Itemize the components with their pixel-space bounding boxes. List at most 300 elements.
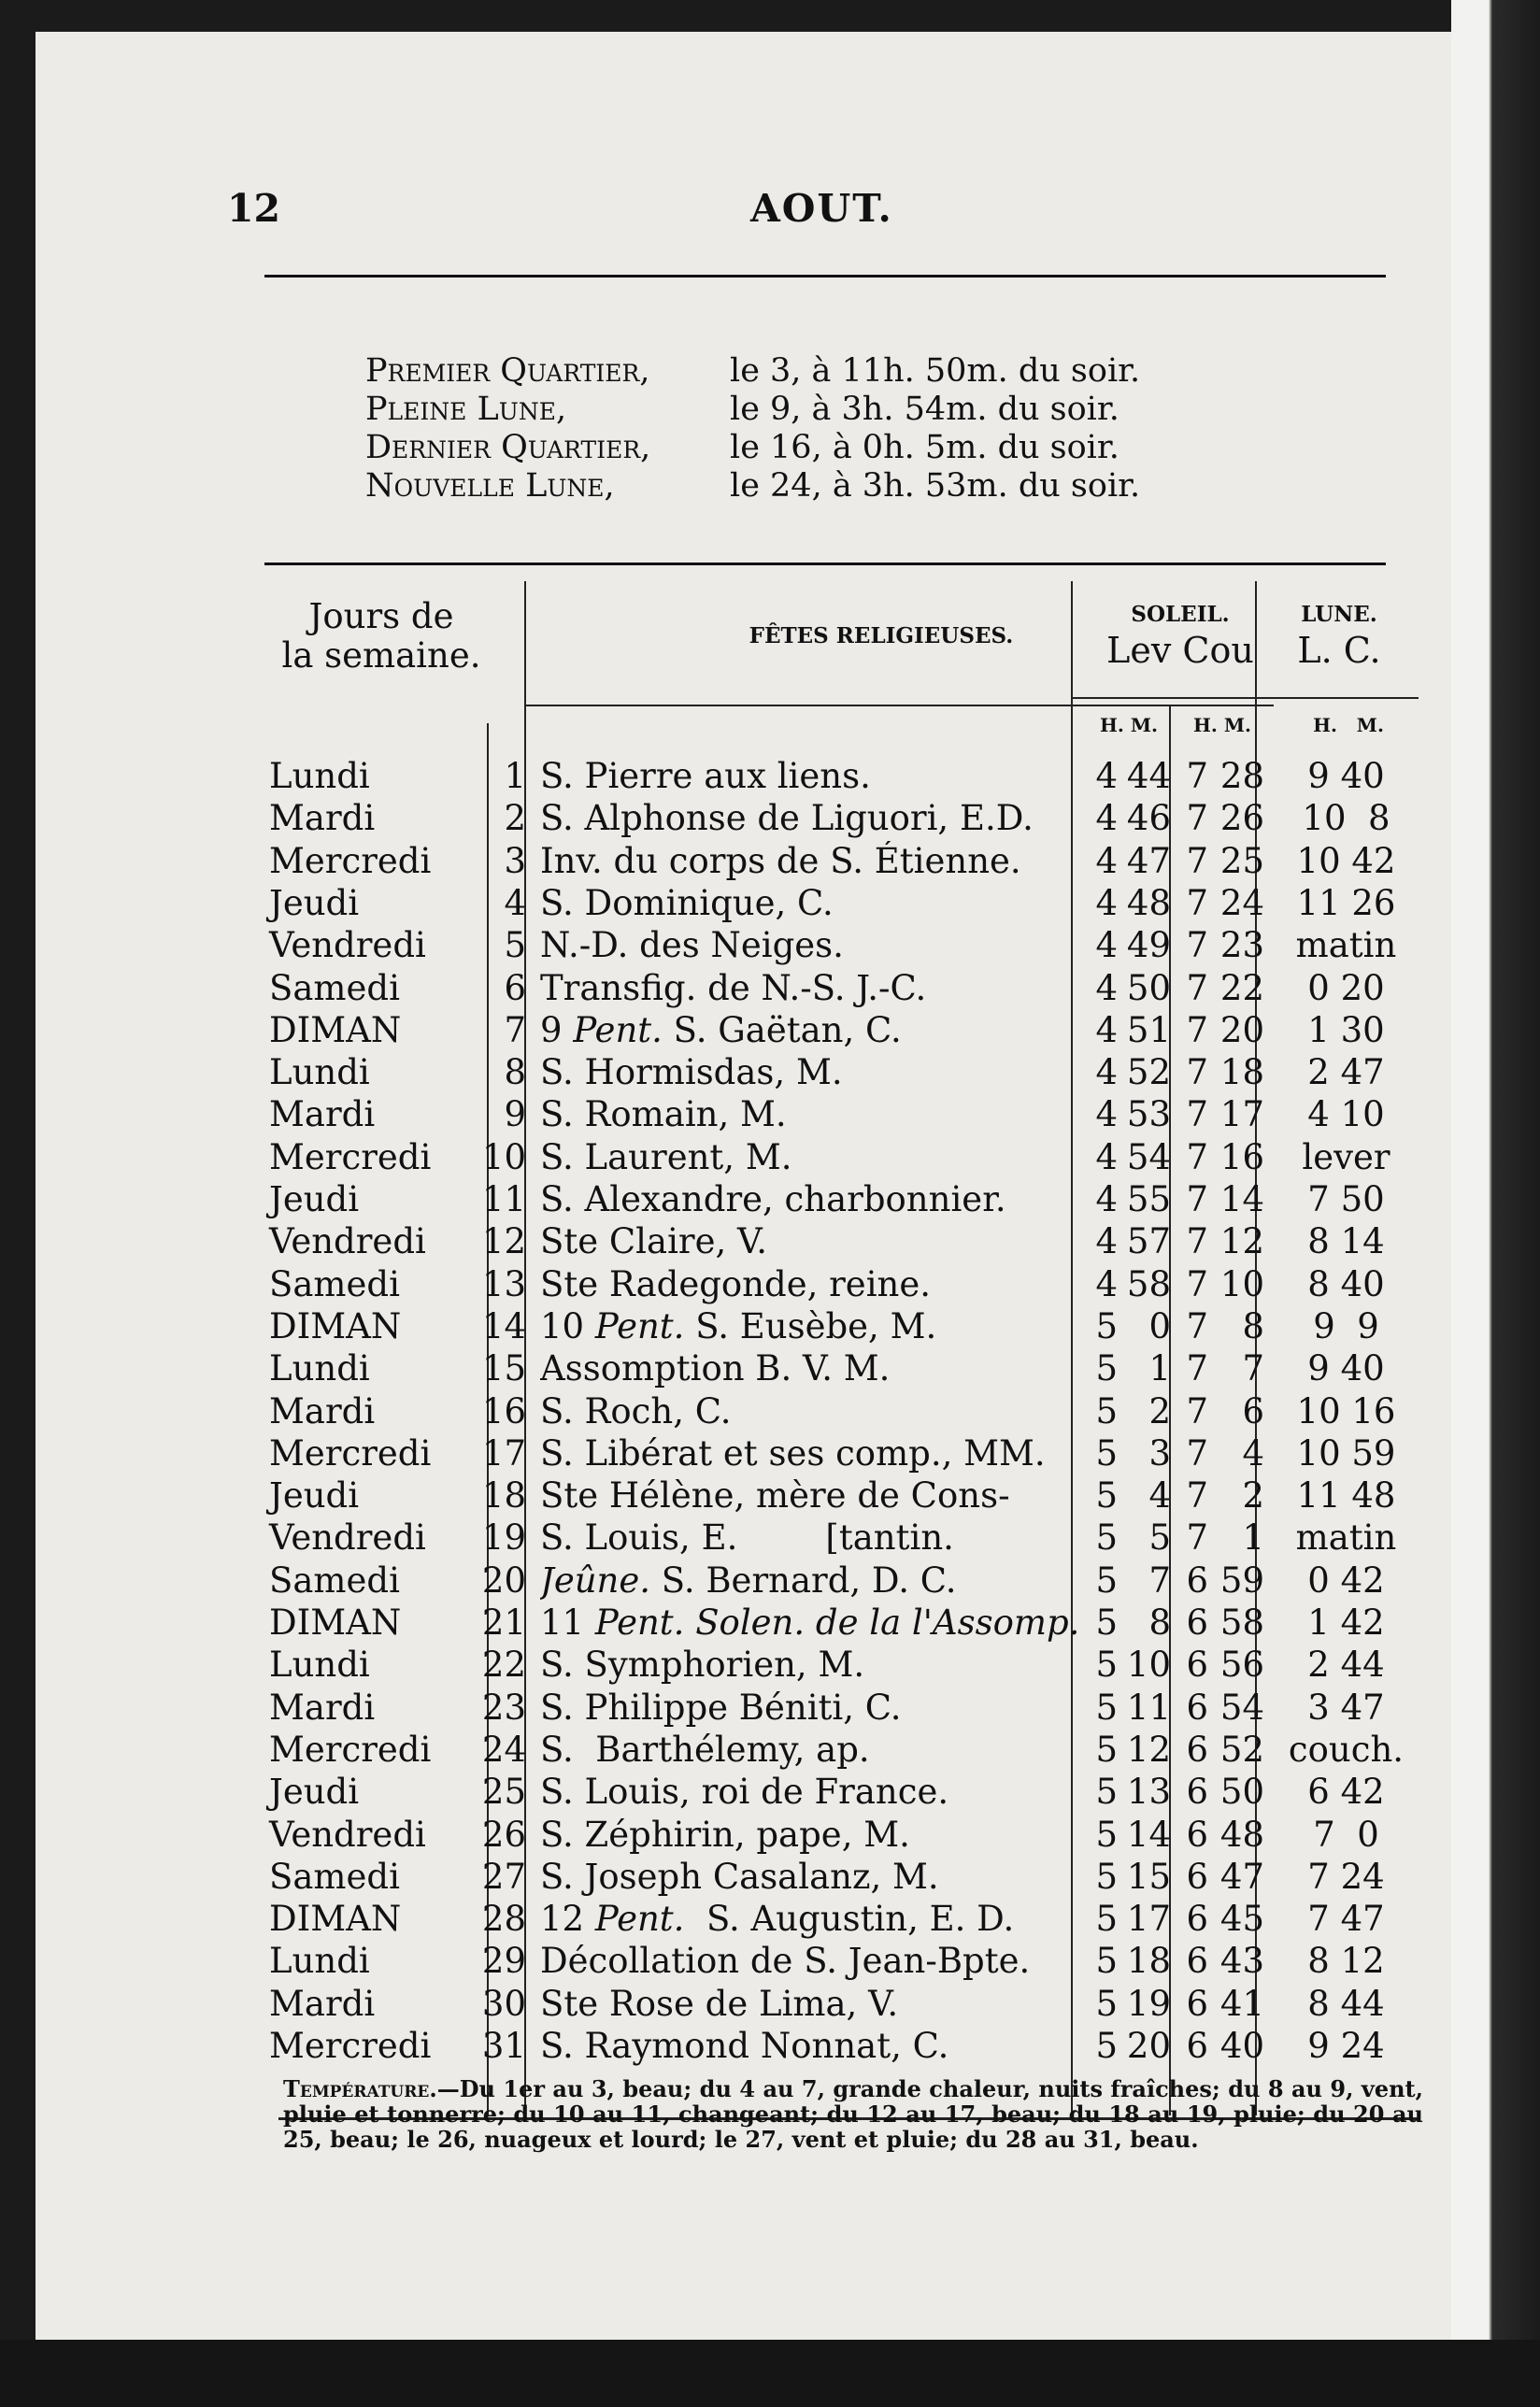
- moon-phase-line: [365, 352, 1140, 391]
- day-number: 21: [481, 1602, 526, 1643]
- sunrise-hour: 4: [1095, 925, 1118, 966]
- day-number: 10: [481, 1136, 526, 1177]
- sunset-hour: 6: [1186, 1941, 1208, 1982]
- sunday-after-pentecost-number: 11: [540, 1602, 595, 1643]
- calendar-row: [269, 1179, 1400, 1221]
- sunrise-minute: 53: [1126, 1094, 1171, 1135]
- feast-text: S. Dominique, C.: [540, 882, 834, 923]
- sunrise-minute: 2: [1148, 1390, 1171, 1431]
- sunrise-hour: 5: [1095, 1602, 1118, 1643]
- calendar-row: [269, 1815, 1400, 1857]
- feast-text: S. Gaëtan, C.: [662, 1009, 902, 1050]
- feast-text: S. Libérat et ses comp., MM.: [540, 1432, 1046, 1474]
- weekday: Lundi: [269, 1941, 370, 1982]
- weekday: Samedi: [269, 1560, 400, 1601]
- sunset-hour: 6: [1186, 1729, 1208, 1770]
- moon-phase-detail: le 3, à 11h. 50m. du soir.: [730, 352, 1141, 390]
- sunset-minute: 20: [1219, 1009, 1264, 1050]
- sunset-minute: 58: [1219, 1602, 1264, 1643]
- feast-text: Assomption B. V. M.: [540, 1348, 891, 1389]
- calendar-row: [269, 1433, 1400, 1475]
- weekday: Mercredi: [269, 2026, 432, 2066]
- feast-text: Ste Claire, V.: [540, 1221, 768, 1262]
- sun-subheader: Lev Cou: [1106, 630, 1254, 671]
- moon-time: 10 16: [1296, 1390, 1396, 1431]
- sunrise-hour: 4: [1095, 756, 1118, 796]
- calendar-row: [269, 1517, 1400, 1560]
- moon-phase-line: [365, 429, 1140, 467]
- feast-text: S. Symphorien, M.: [540, 1645, 865, 1686]
- sunrise-hour: 4: [1095, 1221, 1118, 1262]
- weekday: Samedi: [269, 1856, 400, 1897]
- moon-phases: [365, 352, 1140, 506]
- sunrise-hour: 5: [1095, 1687, 1118, 1728]
- sunset-hour: 7: [1186, 1305, 1208, 1346]
- day-number: 3: [504, 840, 526, 881]
- weekday: DIMAN: [269, 1602, 402, 1643]
- sunset-hour: 7: [1186, 1517, 1208, 1559]
- sunset-hour: 6: [1186, 1560, 1208, 1601]
- day-number: 20: [481, 1560, 526, 1601]
- moon-time: 4 10: [1307, 1094, 1385, 1135]
- sunset-hour: 7: [1186, 1136, 1208, 1177]
- weekday: Mercredi: [269, 1432, 432, 1474]
- day-number: 13: [481, 1263, 526, 1304]
- day-number: 25: [481, 1772, 526, 1813]
- sunset-hour: 7: [1186, 1094, 1208, 1135]
- sunrise-hour: 5: [1095, 1560, 1118, 1601]
- moon-units: H. M.: [1313, 714, 1384, 736]
- weekday: Vendredi: [269, 1517, 426, 1559]
- calendar-row: [269, 1010, 1400, 1052]
- weekday: DIMAN: [269, 1009, 402, 1050]
- weekday: Mardi: [269, 798, 376, 839]
- calendar-row: [269, 1475, 1400, 1517]
- sunrise-minute: 55: [1126, 1179, 1171, 1219]
- moon-time: 10 8: [1302, 798, 1390, 839]
- moon-time: matin: [1295, 925, 1397, 966]
- moon-time: 7 50: [1307, 1179, 1385, 1219]
- moon-phase-detail: le 24, à 3h. 53m. du soir.: [730, 467, 1141, 505]
- day-number: 19: [481, 1517, 526, 1559]
- scan-bottom-border: [0, 2340, 1540, 2407]
- moon-phase-name: Premier Quartier,: [365, 352, 650, 390]
- feast-text: S. Pierre aux liens.: [540, 756, 871, 796]
- day-number: 27: [481, 1856, 526, 1897]
- calendar-row: [269, 1052, 1400, 1094]
- sunset-minute: 16: [1219, 1136, 1264, 1177]
- sunset-minute: 26: [1219, 798, 1264, 839]
- moon-time: 0 20: [1307, 967, 1385, 1008]
- feast-text: S. Augustin, E. D.: [684, 1899, 1015, 1940]
- moon-time: 9 9: [1313, 1305, 1379, 1346]
- weekday: Lundi: [269, 1348, 370, 1389]
- sunday-after-pentecost-number: 10: [540, 1305, 595, 1346]
- sunrise-minute: 44: [1126, 756, 1171, 796]
- moon-time: couch.: [1288, 1729, 1405, 1770]
- day-number: 1: [504, 756, 526, 796]
- sunrise-hour: 4: [1095, 882, 1118, 923]
- weekday: Jeudi: [269, 882, 360, 923]
- feast-text: S. Joseph Casalanz, M.: [540, 1856, 939, 1897]
- sunrise-hour: 4: [1095, 1263, 1118, 1304]
- sunrise-hour: 4: [1095, 798, 1118, 839]
- sunset-hour: 7: [1186, 1432, 1208, 1474]
- moon-phase-detail: le 9, à 3h. 54m. du soir.: [730, 391, 1119, 428]
- sunrise-minute: 11: [1126, 1687, 1171, 1728]
- day-number: 23: [481, 1687, 526, 1728]
- sunset-minute: 47: [1219, 1856, 1264, 1897]
- sunrise-hour: 5: [1095, 1899, 1118, 1940]
- sunset-minute: 12: [1219, 1221, 1264, 1262]
- calendar-row: [269, 756, 1400, 798]
- sunrise-minute: 0: [1148, 1305, 1171, 1346]
- month-title: AOUT.: [750, 186, 893, 231]
- day-number: 30: [481, 1983, 526, 2024]
- moon-time: 1 42: [1307, 1602, 1385, 1643]
- sunrise-units: H. M.: [1100, 714, 1158, 736]
- weekday: Vendredi: [269, 925, 426, 966]
- day-number: 16: [481, 1390, 526, 1431]
- adjacent-page-edge: [1451, 0, 1540, 2407]
- sunset-hour: 7: [1186, 967, 1208, 1008]
- sunday-after-pentecost-number: 12: [540, 1899, 595, 1940]
- feast-text: Inv. du corps de S. Étienne.: [540, 840, 1021, 881]
- sunrise-hour: 4: [1095, 1009, 1118, 1050]
- sunrise-minute: 14: [1126, 1814, 1171, 1855]
- moon-time: 9 40: [1307, 1348, 1385, 1389]
- feast-text: Transfig. de N.-S. J.-C.: [540, 967, 927, 1008]
- sunday-after-pentecost-number: 9: [540, 1009, 574, 1050]
- sunrise-hour: 5: [1095, 1390, 1118, 1431]
- sunset-hour: 7: [1186, 1475, 1208, 1517]
- moon-time: 7 47: [1307, 1899, 1385, 1940]
- feast-italic: Pent.: [594, 1899, 685, 1940]
- weekday: Mardi: [269, 1390, 376, 1431]
- sunset-hour: 7: [1186, 1009, 1208, 1050]
- sunrise-hour: 4: [1095, 1094, 1118, 1135]
- sunrise-minute: 7: [1148, 1560, 1171, 1601]
- weekday: Samedi: [269, 967, 400, 1008]
- sunset-hour: 7: [1186, 798, 1208, 839]
- sunset-minute: 43: [1219, 1941, 1264, 1982]
- moon-time: 2 47: [1307, 1052, 1385, 1093]
- sunrise-hour: 5: [1095, 2026, 1118, 2066]
- sunrise-minute: 57: [1126, 1221, 1171, 1262]
- sunset-minute: 50: [1219, 1772, 1264, 1813]
- sunset-hour: 7: [1186, 1052, 1208, 1093]
- feast-text: S. Zéphirin, pape, M.: [540, 1814, 910, 1855]
- sunrise-hour: 5: [1095, 1941, 1118, 1982]
- feasts-header: FÊTES RELIGIEUSES.: [749, 623, 1014, 648]
- calendar-row: [269, 925, 1400, 967]
- feast-text: N.-D. des Neiges.: [540, 925, 844, 966]
- moon-time: 11 48: [1296, 1475, 1396, 1517]
- sunset-hour: 7: [1186, 1263, 1208, 1304]
- calendar-row: [269, 841, 1400, 883]
- sunset-hour: 6: [1186, 1856, 1208, 1897]
- calendar-row: [269, 1645, 1400, 1687]
- sunrise-minute: 54: [1126, 1136, 1171, 1177]
- sunset-minute: 48: [1219, 1814, 1264, 1855]
- moon-time: 1 30: [1307, 1009, 1385, 1050]
- weekday: Lundi: [269, 756, 370, 796]
- sunrise-minute: 3: [1148, 1432, 1171, 1474]
- moon-phase-name: Nouvelle Lune,: [365, 467, 615, 505]
- moon-time: 8 44: [1307, 1983, 1385, 2024]
- sunrise-hour: 4: [1095, 1052, 1118, 1093]
- calendar-row: [269, 1264, 1400, 1306]
- sunset-units: H. M.: [1193, 714, 1251, 736]
- weekday: Jeudi: [269, 1772, 360, 1813]
- feast-italic: Pent. Solen. de la l'Assomp.: [594, 1602, 1080, 1643]
- sunrise-hour: 5: [1095, 1983, 1118, 2024]
- sunrise-hour: 5: [1095, 1305, 1118, 1346]
- weekday: Mercredi: [269, 1729, 432, 1770]
- calendar-row: [269, 883, 1400, 925]
- sunset-minute: 56: [1219, 1645, 1264, 1686]
- feast-text: Ste Rose de Lima, V.: [540, 1983, 899, 2024]
- calendar-row: [269, 1306, 1400, 1348]
- sunrise-hour: 5: [1095, 1645, 1118, 1686]
- calendar-row: [269, 1391, 1400, 1433]
- sunset-hour: 7: [1186, 882, 1208, 923]
- sunrise-minute: 18: [1126, 1941, 1171, 1982]
- moon-header: LUNE.: [1301, 602, 1377, 627]
- temperature-text: —Du 1er au 3, beau; du 4 au 7, grande chaleur, nuits fraîches; du 8 au 9, vent, pluie et tonnerre; du 10 au 11, changeant; du 12 au 17, beau; du 18 au 19, pluie; du 20 au 25, beau; le 26, nuageux et lourd; le 27, vent et pluie; du 28 au 31, beau.: [283, 2075, 1423, 2153]
- calendar-row: [269, 1094, 1400, 1136]
- feast-text: Ste Hélène, mère de Cons-: [540, 1475, 1010, 1517]
- sunset-minute: 17: [1219, 1094, 1264, 1135]
- sunset-minute: 2: [1242, 1475, 1264, 1517]
- sunrise-hour: 5: [1095, 1432, 1118, 1474]
- sunset-hour: 6: [1186, 1687, 1208, 1728]
- feast-text: Ste Radegonde, reine.: [540, 1263, 932, 1304]
- sunrise-minute: 15: [1126, 1856, 1171, 1897]
- sunset-minute: 24: [1219, 882, 1264, 923]
- weekday: Lundi: [269, 1645, 370, 1686]
- calendar-row: [269, 1602, 1400, 1645]
- weekday: DIMAN: [269, 1899, 402, 1940]
- sunrise-minute: 47: [1126, 840, 1171, 881]
- moon-time: 10 42: [1296, 840, 1396, 881]
- weekday: Jeudi: [269, 1179, 360, 1219]
- calendar-row: [269, 968, 1400, 1010]
- calendar-row: [269, 1899, 1400, 1941]
- feast-text: S. Alexandre, charbonnier.: [540, 1179, 1006, 1219]
- sunset-hour: 7: [1186, 756, 1208, 796]
- weekday: Mardi: [269, 1983, 376, 2024]
- sunset-hour: 7: [1186, 1390, 1208, 1431]
- weekday: Mardi: [269, 1687, 376, 1728]
- feast-text: S. Barthélemy, ap.: [540, 1729, 870, 1770]
- day-number: 22: [481, 1645, 526, 1686]
- feast-text: S. Louis, E. [tantin.: [540, 1517, 954, 1559]
- sunset-hour: 7: [1186, 925, 1208, 966]
- time-header-rule: [1073, 697, 1419, 699]
- sunset-minute: 40: [1219, 2026, 1264, 2066]
- sunset-minute: 7: [1242, 1348, 1264, 1389]
- sunrise-minute: 52: [1126, 1052, 1171, 1093]
- day-number: 24: [481, 1729, 526, 1770]
- feast-text: S. Romain, M.: [540, 1094, 787, 1135]
- day-number: 15: [481, 1348, 526, 1389]
- sunrise-minute: 10: [1126, 1645, 1171, 1686]
- sunset-minute: 41: [1219, 1983, 1264, 2024]
- sunset-minute: 22: [1219, 967, 1264, 1008]
- calendar-row: [269, 2026, 1400, 2068]
- temperature-note: [283, 2076, 1423, 2152]
- calendar-row: [269, 798, 1400, 840]
- weekday: Lundi: [269, 1052, 370, 1093]
- day-number: 14: [481, 1305, 526, 1346]
- day-number: 8: [504, 1052, 526, 1093]
- day-number: 11: [481, 1179, 526, 1219]
- moon-time: 7 0: [1313, 1814, 1379, 1855]
- sunset-minute: 52: [1219, 1729, 1264, 1770]
- feast-text: S. Alphonse de Liguori, E.D.: [540, 798, 1034, 839]
- sunrise-minute: 50: [1126, 967, 1171, 1008]
- feast-header-rule: [526, 705, 1274, 706]
- moon-time: lever: [1302, 1136, 1390, 1177]
- sunrise-minute: 13: [1126, 1772, 1171, 1813]
- moon-time: 9 24: [1307, 2026, 1385, 2066]
- days-header: [264, 597, 498, 676]
- sunrise-minute: 48: [1126, 882, 1171, 923]
- day-number: 7: [504, 1009, 526, 1050]
- feast-text: S. Eusèbe, M.: [684, 1305, 937, 1346]
- sunset-minute: 45: [1219, 1899, 1264, 1940]
- day-number: 12: [481, 1221, 526, 1262]
- sunrise-hour: 5: [1095, 1729, 1118, 1770]
- sunrise-minute: 4: [1148, 1475, 1171, 1517]
- sunset-hour: 7: [1186, 840, 1208, 881]
- sunset-minute: 14: [1219, 1179, 1264, 1219]
- sunset-minute: 23: [1219, 925, 1264, 966]
- feast-italic: Pent.: [573, 1009, 663, 1050]
- sunset-minute: 4: [1242, 1432, 1264, 1474]
- calendar-row: [269, 1560, 1400, 1602]
- sunrise-minute: 46: [1126, 798, 1171, 839]
- day-number: 28: [481, 1899, 526, 1940]
- moon-time: 10 59: [1296, 1432, 1396, 1474]
- feast-text: S. Philippe Béniti, C.: [540, 1687, 902, 1728]
- weekday: Samedi: [269, 1263, 400, 1304]
- sunrise-hour: 5: [1095, 1517, 1118, 1559]
- temperature-label: Température.: [283, 2075, 437, 2102]
- day-number: 29: [481, 1941, 526, 1982]
- weekday: DIMAN: [269, 1305, 402, 1346]
- moon-phase-line: [365, 467, 1140, 506]
- sunset-hour: 7: [1186, 1221, 1208, 1262]
- calendar-row: [269, 1941, 1400, 1983]
- sunset-minute: 18: [1219, 1052, 1264, 1093]
- sunrise-hour: 5: [1095, 1348, 1118, 1389]
- sunrise-hour: 5: [1095, 1475, 1118, 1517]
- sunrise-minute: 8: [1148, 1602, 1171, 1643]
- weekday: Jeudi: [269, 1475, 360, 1517]
- calendar-row: [269, 1137, 1400, 1179]
- calendar-row: [269, 1688, 1400, 1730]
- moon-time: 3 47: [1307, 1687, 1385, 1728]
- sunrise-minute: 12: [1126, 1729, 1171, 1770]
- page-number: 12: [227, 186, 281, 231]
- moon-subheader: L. C.: [1297, 630, 1381, 671]
- calendar-row: [269, 1729, 1405, 1772]
- feast-text: S. Roch, C.: [540, 1390, 732, 1431]
- sunset-hour: 6: [1186, 1602, 1208, 1643]
- sunrise-minute: 17: [1126, 1899, 1171, 1940]
- sunrise-minute: 5: [1148, 1517, 1171, 1559]
- sunset-minute: 25: [1219, 840, 1264, 881]
- moon-time: 8 40: [1307, 1263, 1385, 1304]
- day-number: 9: [504, 1094, 526, 1135]
- weekday: Vendredi: [269, 1814, 426, 1855]
- sunrise-hour: 5: [1095, 1856, 1118, 1897]
- moon-time: 0 42: [1307, 1560, 1385, 1601]
- sunrise-hour: 4: [1095, 1136, 1118, 1177]
- weekday: Mercredi: [269, 1136, 432, 1177]
- almanac-page: [36, 32, 1451, 2340]
- moon-phase-name: Dernier Quartier,: [365, 429, 651, 466]
- feast-text: S. Bernard, D. C.: [650, 1560, 957, 1601]
- days-header-line2: la semaine.: [281, 635, 481, 676]
- sunset-hour: 6: [1186, 1814, 1208, 1855]
- sunset-minute: 10: [1219, 1263, 1264, 1304]
- day-number: 6: [504, 967, 526, 1008]
- feast-text: Décollation de S. Jean-Bpte.: [540, 1941, 1031, 1982]
- table-top-rule: [264, 563, 1386, 565]
- sunrise-minute: 49: [1126, 925, 1171, 966]
- feast-italic: Jeûne.: [540, 1560, 651, 1601]
- weekday: Mercredi: [269, 840, 432, 881]
- moon-phase-name: Pleine Lune,: [365, 391, 567, 428]
- day-number: 18: [481, 1475, 526, 1517]
- moon-time: 11 26: [1296, 882, 1396, 923]
- calendar-row: [269, 1772, 1400, 1814]
- sunrise-minute: 20: [1126, 2026, 1171, 2066]
- calendar-row: [269, 1348, 1400, 1390]
- feast-italic: Pent.: [594, 1305, 685, 1346]
- feast-text: S. Louis, roi de France.: [540, 1772, 949, 1813]
- day-number: 17: [481, 1432, 526, 1474]
- weekday: Vendredi: [269, 1221, 426, 1262]
- sunrise-hour: 5: [1095, 1814, 1118, 1855]
- sunset-hour: 6: [1186, 2026, 1208, 2066]
- moon-time: 8 14: [1307, 1221, 1385, 1262]
- calendar-row: [269, 1984, 1400, 2026]
- day-number: 5: [504, 925, 526, 966]
- moon-phase-detail: le 16, à 0h. 5m. du soir.: [730, 429, 1119, 466]
- feast-text: S. Laurent, M.: [540, 1136, 792, 1177]
- sunset-minute: 6: [1242, 1390, 1264, 1431]
- day-number: 4: [504, 882, 526, 923]
- moon-time: 7 24: [1307, 1856, 1385, 1897]
- feast-text: S. Hormisdas, M.: [540, 1052, 843, 1093]
- day-number: 26: [481, 1814, 526, 1855]
- sunset-minute: 59: [1219, 1560, 1264, 1601]
- sunset-minute: 28: [1219, 756, 1264, 796]
- sunrise-minute: 51: [1126, 1009, 1171, 1050]
- sunrise-minute: 1: [1148, 1348, 1171, 1389]
- moon-time: 6 42: [1307, 1772, 1385, 1813]
- header-rule: [264, 275, 1386, 278]
- sunset-hour: 7: [1186, 1179, 1208, 1219]
- sun-header: SOLEIL.: [1131, 602, 1230, 627]
- calendar-row: [269, 1221, 1400, 1263]
- moon-time: 9 40: [1307, 756, 1385, 796]
- sunrise-hour: 4: [1095, 840, 1118, 881]
